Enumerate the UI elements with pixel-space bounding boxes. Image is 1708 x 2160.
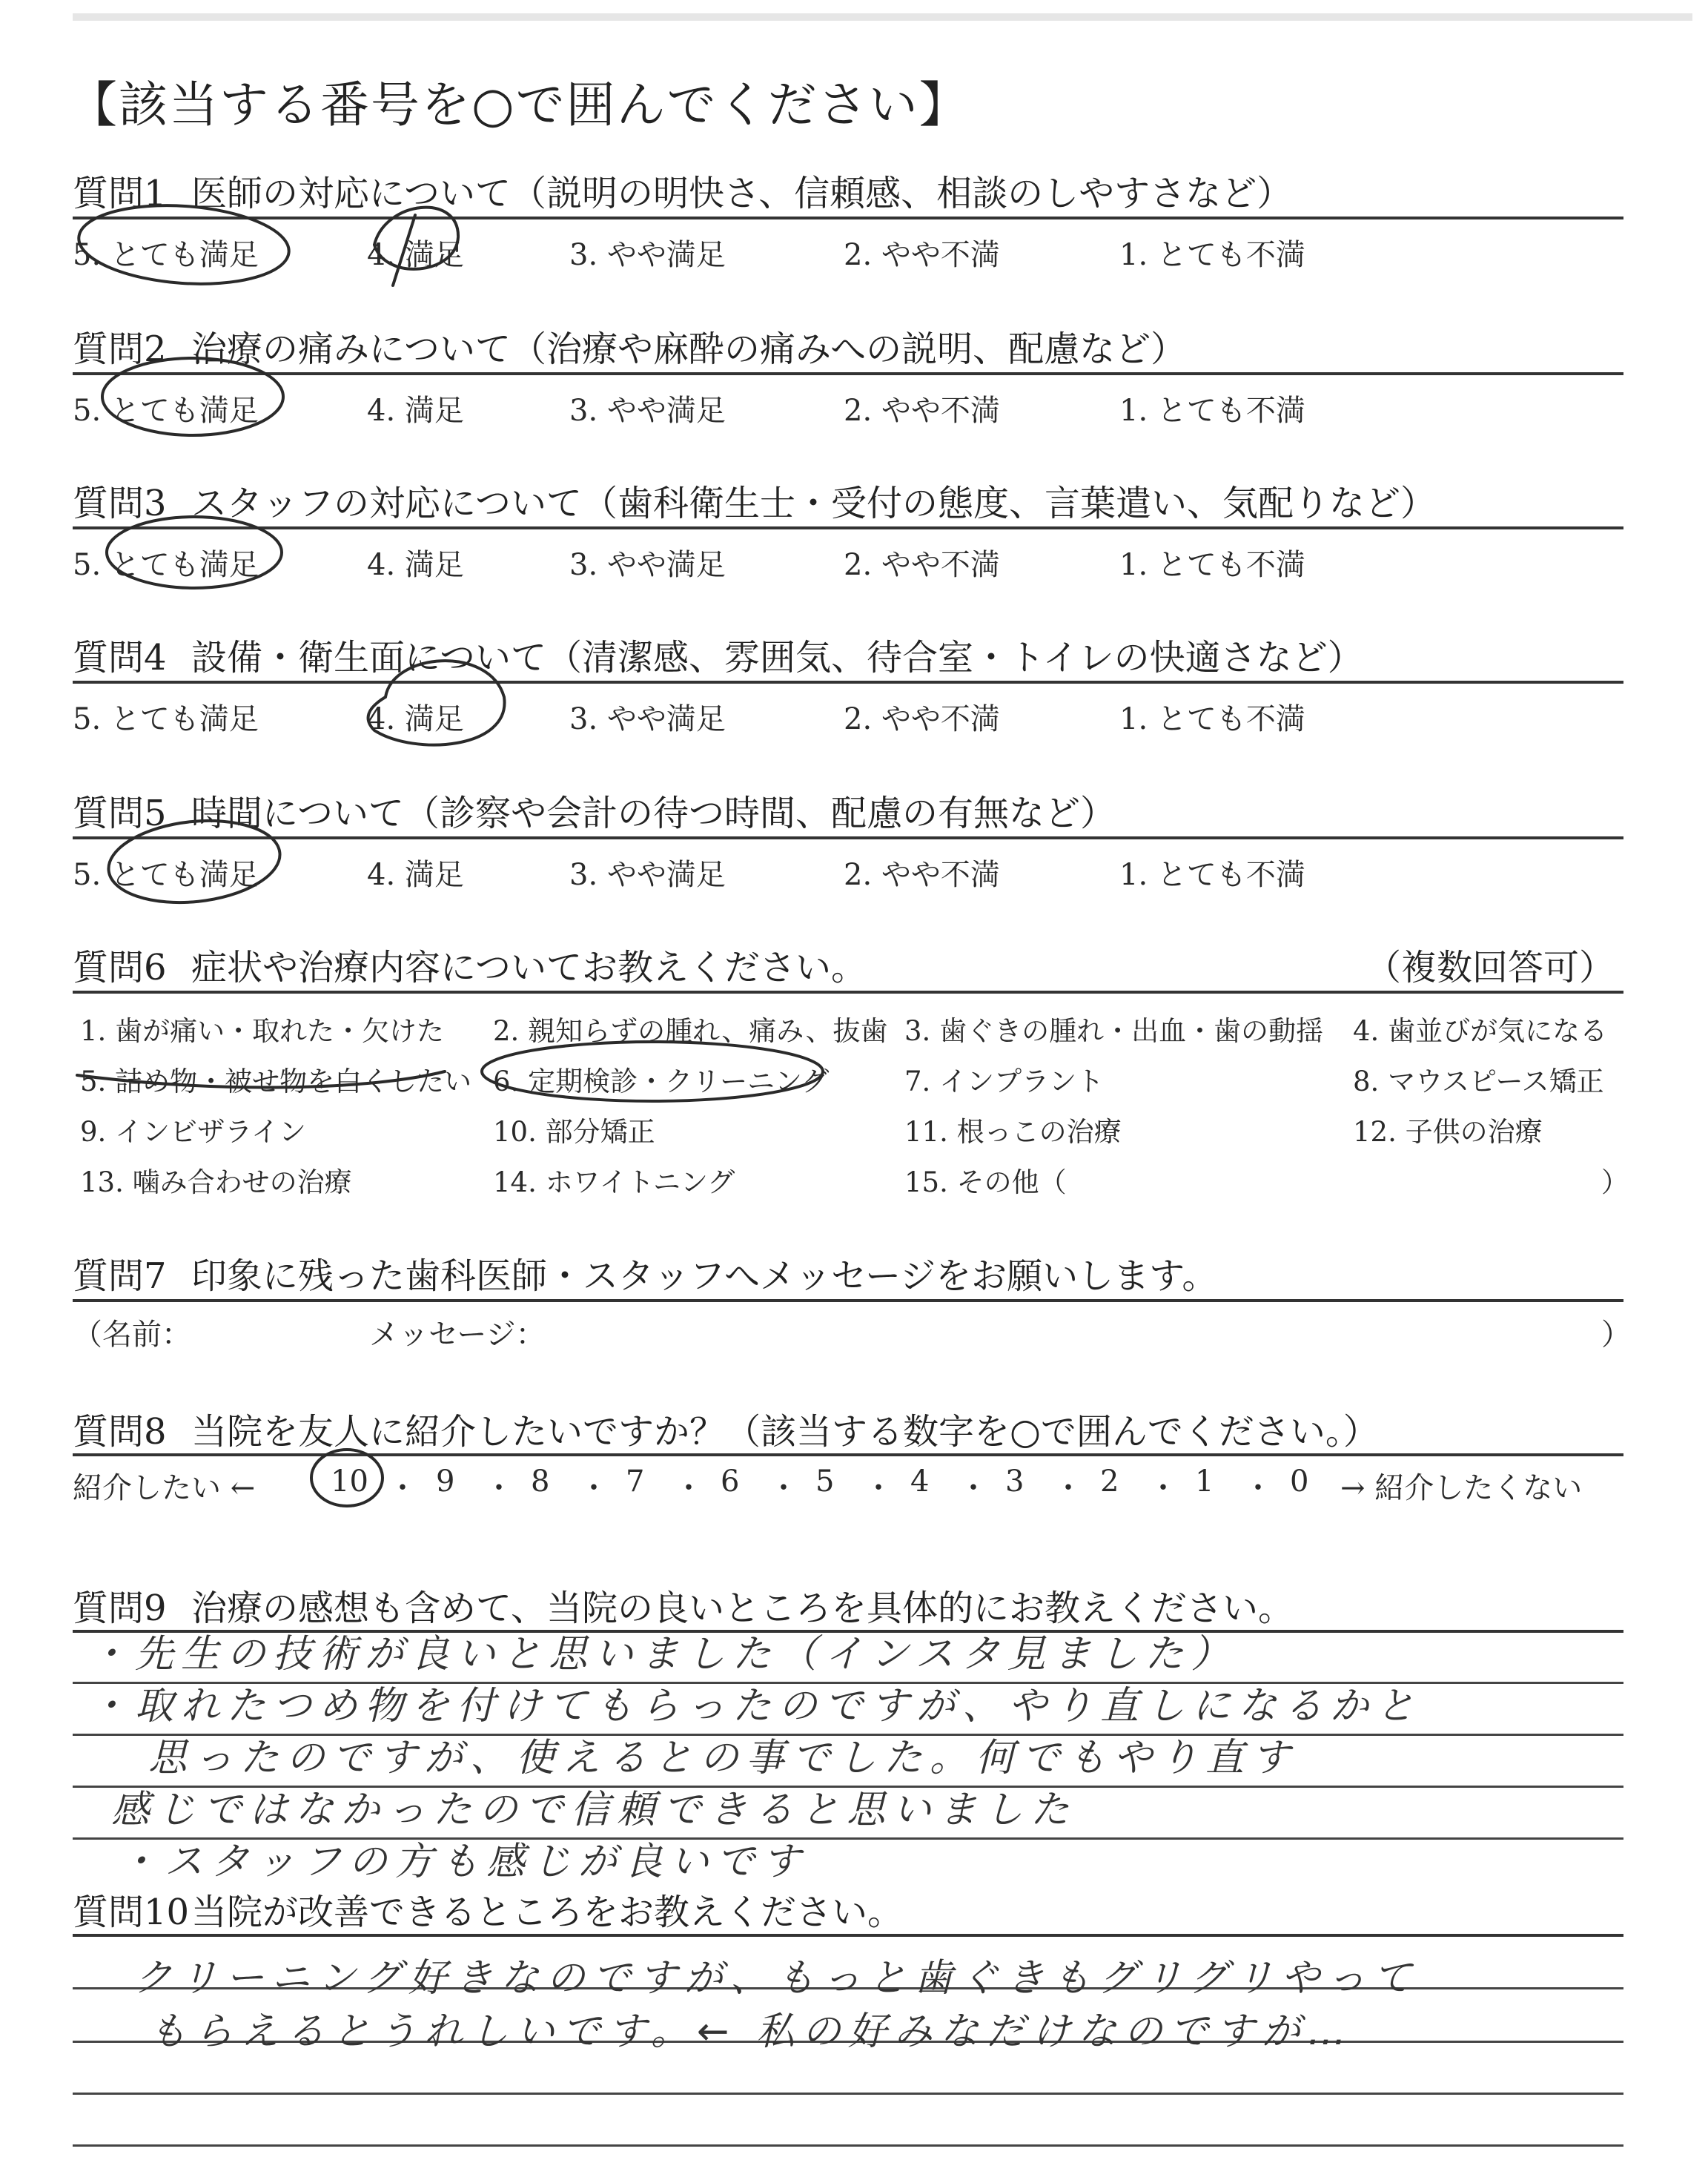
divider bbox=[73, 1934, 1623, 1937]
q2-option-5[interactable]: 5. とても満足 bbox=[73, 394, 259, 428]
scale-1[interactable]: 1 bbox=[1195, 1464, 1214, 1499]
q3-option-1[interactable]: 1. とても不満 bbox=[1119, 548, 1305, 582]
multiple-answers-note: （複数回答可） bbox=[1365, 947, 1615, 988]
q9-answer-line-1: ・先生の技術が良いと思いました（インスタ見ました） bbox=[89, 1632, 1237, 1677]
q2-option-2[interactable]: 2. やや不満 bbox=[844, 394, 1000, 428]
q3-option-4[interactable]: 4. 満足 bbox=[367, 548, 464, 582]
divider bbox=[73, 217, 1623, 219]
question-text: 時間について（診察や会計の待つ時間、配慮の有無など） bbox=[191, 793, 1116, 834]
scale-10[interactable]: 10 bbox=[331, 1464, 368, 1499]
question-number: 質問9 bbox=[73, 1588, 167, 1629]
question-1 bbox=[73, 165, 1629, 216]
top-edge-shadow bbox=[73, 13, 1692, 21]
scale-left-label: 紹介したい ← bbox=[73, 1471, 256, 1505]
q6-option-6[interactable]: 6. 定期検診・クリーニング bbox=[493, 1066, 830, 1097]
question-text: 治療の感想も含めて、当院の良いところを具体的にお教えください。 bbox=[191, 1588, 1294, 1629]
question-text: 当院が改善できるところをお教えください。 bbox=[191, 1892, 904, 1933]
q4-option-5[interactable]: 5. とても満足 bbox=[73, 702, 259, 736]
q5-option-1[interactable]: 1. とても不満 bbox=[1119, 858, 1305, 892]
q6-option-4[interactable]: 4. 歯並びが気になる bbox=[1353, 1015, 1608, 1047]
divider bbox=[73, 1299, 1623, 1302]
question-2 bbox=[73, 320, 1629, 371]
question-10 bbox=[73, 1883, 1629, 1935]
question-number: 質問8 bbox=[73, 1411, 167, 1453]
q1-option-1[interactable]: 1. とても不満 bbox=[1119, 238, 1305, 272]
q1-option-2[interactable]: 2. やや不満 bbox=[844, 238, 1000, 272]
question-8 bbox=[73, 1403, 1629, 1454]
q4-option-2[interactable]: 2. やや不満 bbox=[844, 702, 1000, 736]
q7-message-label[interactable]: メッセージ： bbox=[369, 1318, 546, 1352]
q6-option-12[interactable]: 12. 子供の治療 bbox=[1353, 1116, 1543, 1148]
q4-option-4[interactable]: 4. 満足 bbox=[367, 702, 464, 736]
scale-6[interactable]: 6 bbox=[721, 1464, 740, 1499]
q7-name-label: （名前： bbox=[73, 1318, 191, 1352]
q9-answer-line-5: ・スタッフの方も感じが良いです bbox=[119, 1840, 809, 1884]
divider bbox=[73, 526, 1623, 529]
q6-option-10[interactable]: 10. 部分矯正 bbox=[493, 1116, 655, 1148]
question-text: 設備・衛生面について（清潔感、雰囲気、待合室・トイレの快適さなど） bbox=[191, 637, 1363, 678]
q7-close-paren: ） bbox=[1601, 1318, 1631, 1352]
question-text: 当院を友人に紹介したいですか？（該当する数字を○で囲んでください。） bbox=[191, 1411, 1379, 1453]
q6-option-11[interactable]: 11. 根っこの治療 bbox=[904, 1116, 1122, 1148]
q6-option-1[interactable]: 1. 歯が痛い・取れた・欠けた bbox=[80, 1015, 445, 1047]
q4-option-3[interactable]: 3. やや満足 bbox=[569, 702, 726, 736]
scale-7[interactable]: 7 bbox=[626, 1464, 645, 1499]
question-text: 印象に残った歯科医師・スタッフへメッセージをお願いします。 bbox=[191, 1255, 1218, 1297]
q6-option-5[interactable]: 5. 詰め物・被せ物を白くしたい bbox=[80, 1066, 472, 1097]
answer-line bbox=[73, 2093, 1623, 2095]
q6-option-8[interactable]: 8. マウスピース矯正 bbox=[1353, 1066, 1604, 1097]
q2-option-3[interactable]: 3. やや満足 bbox=[569, 394, 726, 428]
scale-5[interactable]: 5 bbox=[815, 1464, 835, 1499]
question-number: 質問10 bbox=[73, 1892, 190, 1933]
q9-answer-line-2: ・取れたつめ物を付けてもらったのですが、やり直しになるかと bbox=[89, 1684, 1423, 1728]
question-5 bbox=[73, 785, 1629, 836]
question-3 bbox=[73, 475, 1629, 526]
q6-other-close-paren: ） bbox=[1601, 1166, 1629, 1198]
scale-3[interactable]: 3 bbox=[1005, 1464, 1025, 1499]
scale-0[interactable]: 0 bbox=[1290, 1464, 1309, 1499]
divider bbox=[73, 372, 1623, 375]
answer-line bbox=[73, 2144, 1623, 2147]
q5-option-5[interactable]: 5. とても満足 bbox=[73, 858, 259, 892]
question-text: 症状や治療内容についてお教えください。 bbox=[191, 947, 867, 988]
question-text: 医師の対応について（説明の明快さ、信頼感、相談のしやすさなど） bbox=[191, 173, 1293, 214]
q6-option-14[interactable]: 14. ホワイトニング bbox=[493, 1166, 735, 1198]
question-number: 質問7 bbox=[73, 1255, 167, 1297]
q6-option-7[interactable]: 7. インプラント bbox=[904, 1066, 1105, 1097]
divider bbox=[73, 1453, 1623, 1456]
q9-answer-line-4: 感じではなかったので信頼できると思いました bbox=[111, 1788, 1077, 1832]
divider bbox=[73, 991, 1623, 994]
question-7 bbox=[73, 1247, 1629, 1298]
q5-option-3[interactable]: 3. やや満足 bbox=[569, 858, 726, 892]
question-6 bbox=[73, 939, 1629, 990]
question-number: 質問6 bbox=[73, 947, 167, 988]
question-text: 治療の痛みについて（治療や麻酔の痛みへの説明、配慮など） bbox=[191, 328, 1187, 370]
question-text: スタッフの対応について（歯科衛生士・受付の態度、言葉遣い、気配りなど） bbox=[191, 483, 1437, 524]
question-number: 質問2 bbox=[73, 328, 167, 370]
scale-9[interactable]: 9 bbox=[436, 1464, 455, 1499]
q5-option-2[interactable]: 2. やや不満 bbox=[844, 858, 1000, 892]
q6-option-13[interactable]: 13. 噛み合わせの治療 bbox=[80, 1166, 352, 1198]
question-number: 質問1 bbox=[73, 173, 167, 214]
q10-answer-line-1: クリーニング好きなのですが、もっと歯ぐきもグリグリやって bbox=[133, 1956, 1419, 2001]
q2-option-4[interactable]: 4. 満足 bbox=[367, 394, 464, 428]
q10-answer-line-2: もらえるとうれしいです。← 私の好みなだけなのですが… bbox=[148, 2009, 1354, 2054]
q3-option-2[interactable]: 2. やや不満 bbox=[844, 548, 1000, 582]
scale-8[interactable]: 8 bbox=[531, 1464, 550, 1499]
q6-option-2[interactable]: 2. 親知らずの腫れ、痛み、抜歯 bbox=[493, 1015, 888, 1047]
question-4 bbox=[73, 629, 1629, 680]
q5-option-4[interactable]: 4. 満足 bbox=[367, 858, 464, 892]
scale-2[interactable]: 2 bbox=[1100, 1464, 1119, 1499]
q6-option-9[interactable]: 9. インビザライン bbox=[80, 1116, 306, 1148]
q6-option-15[interactable]: 15. その他（ bbox=[904, 1166, 1067, 1198]
question-number: 質問3 bbox=[73, 483, 167, 524]
question-number: 質問4 bbox=[73, 637, 167, 678]
q4-option-1[interactable]: 1. とても不満 bbox=[1119, 702, 1305, 736]
form-header: 【該当する番号を○で囲んでください】 bbox=[68, 76, 970, 133]
q1-option-4[interactable]: 4. 満足 bbox=[367, 238, 464, 272]
divider bbox=[73, 681, 1623, 684]
q1-option-5[interactable]: 5. とても満足 bbox=[73, 238, 259, 272]
q6-option-3[interactable]: 3. 歯ぐきの腫れ・出血・歯の動揺 bbox=[904, 1015, 1324, 1047]
divider bbox=[73, 836, 1623, 839]
scale-right-label: → 紹介したくない bbox=[1340, 1471, 1583, 1505]
q1-option-3[interactable]: 3. やや満足 bbox=[569, 238, 726, 272]
q2-option-1[interactable]: 1. とても不満 bbox=[1119, 394, 1305, 428]
scale-4[interactable]: 4 bbox=[910, 1464, 930, 1499]
question-number: 質問5 bbox=[73, 793, 167, 834]
q3-option-3[interactable]: 3. やや満足 bbox=[569, 548, 726, 582]
q9-answer-line-3: 思ったのですが、使えるとの事でした。何でもやり直す bbox=[148, 1736, 1298, 1780]
q3-option-5[interactable]: 5. とても満足 bbox=[73, 548, 259, 582]
